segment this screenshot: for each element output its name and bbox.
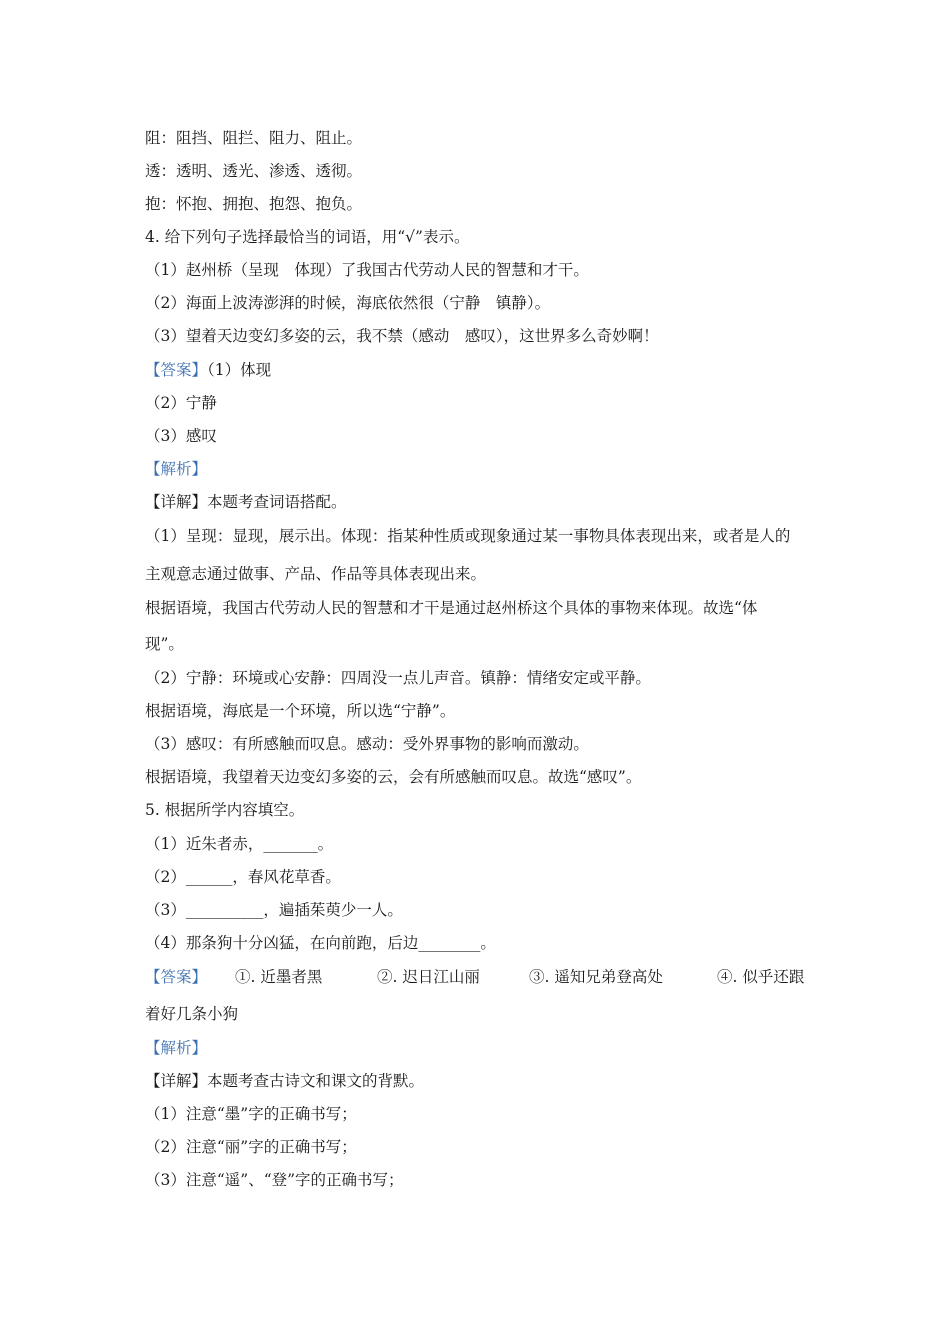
text-line: 根据语境，我望着天边变幻多姿的云，会有所感触而叹息。故选“感叹”。 — [145, 768, 642, 786]
text-line: （1）呈现：显现，展示出。体现：指某种性质或现象通过某一事物具体表现出来，或者是人的 — [145, 527, 791, 545]
text-line: 主观意志通过做事、产品、作品等具体表现出来。 — [145, 565, 487, 583]
text-line: （1）注意“墨”字的正确书写； — [145, 1105, 357, 1123]
answer-item: ③. 遥知兄弟登高处 — [529, 968, 663, 986]
text-line: 根据语境，我国古代劳动人民的智慧和才干是通过赵州桥这个具体的事物来体现。故选“体 — [145, 599, 758, 617]
text-line: （3）__________，遍插茱萸少一人。 — [145, 901, 403, 919]
text-line: （4）那条狗十分凶猛，在向前跑，后边________。 — [145, 934, 496, 952]
text-line: 根据语境，海底是一个环境，所以选“宁静”。 — [145, 702, 456, 720]
answer-item: ④. 似乎还跟 — [717, 968, 805, 986]
text-line: （1）赵州桥（呈现 体现）了我国古代劳动人民的智慧和才干。 — [145, 261, 589, 279]
answer-tag: 【答案】 — [145, 361, 208, 379]
text-line: （3）注意“遥”、“登”字的正确书写； — [145, 1171, 404, 1189]
text-line: 【详解】本题考查古诗文和课文的背默。 — [145, 1072, 425, 1090]
text-line: （2）海面上波涛澎湃的时候，海底依然很（宁静 镇静）。 — [145, 294, 551, 312]
text-line: （3）感叹：有所感触而叹息。感动：受外界事物的影响而激动。 — [145, 735, 589, 753]
question-5-title: 5. 根据所学内容填空。 — [145, 801, 305, 819]
text-line: 抱：怀抱、拥抱、抱怨、抱负。 — [145, 195, 363, 213]
text-line: 现”。 — [145, 635, 184, 653]
text-line: 透：透明、透光、渗透、透彻。 — [145, 162, 363, 180]
text-line: （2）宁静 — [145, 394, 217, 412]
text-line: 阻：阻挡、阻拦、阻力、阻止。 — [145, 129, 363, 147]
text-line: （1）近朱者赤，_______。 — [145, 835, 334, 853]
question-4-title: 4. 给下列句子选择最恰当的词语，用“√”表示。 — [145, 228, 470, 246]
answer-text: （1）体现 — [207, 361, 272, 379]
answer-item: ②. 迟日江山丽 — [377, 968, 480, 986]
text-line: 着好几条小狗 — [145, 1005, 239, 1023]
analysis-tag: 【解析】 — [145, 1039, 208, 1057]
answer-item: ①. 近墨者黑 — [235, 968, 323, 986]
answer-tag: 【答案】 — [145, 968, 208, 986]
answer-line — [145, 967, 804, 987]
analysis-tag: 【解析】 — [145, 460, 208, 478]
text-line: （2）______，春风花草香。 — [145, 868, 341, 886]
text-line: （2）宁静：环境或心安静：四周没一点儿声音。镇静：情绪安定或平静。 — [145, 669, 651, 687]
text-line: （2）注意“丽”字的正确书写； — [145, 1138, 357, 1156]
answer-line — [145, 360, 271, 380]
text-line: （3）望着天边变幻多姿的云，我不禁（感动 感叹），这世界多么奇妙啊！ — [145, 327, 659, 345]
text-line: （3）感叹 — [145, 427, 217, 445]
text-line: 【详解】本题考查词语搭配。 — [145, 493, 347, 511]
